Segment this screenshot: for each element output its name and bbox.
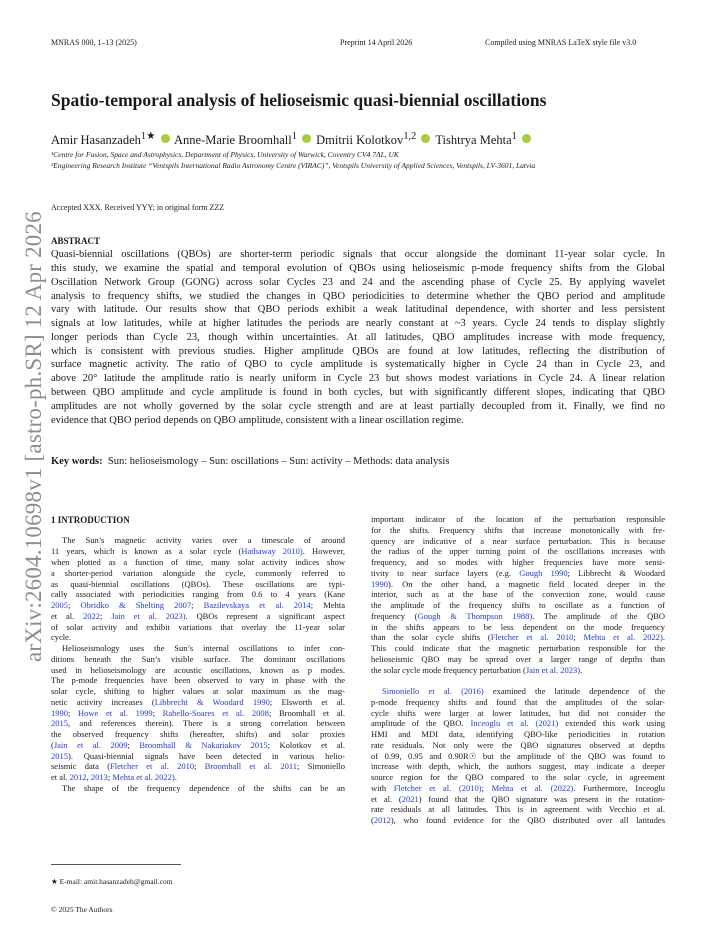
accepted-note: Accepted XXX. Received YYY; in original form ZZZ (51, 203, 225, 212)
body-text-line: 1990; Howe et al. 1999; Rabello-Soares et al. 2008; Broomhall et al. (51, 708, 345, 718)
section-heading-introduction: 1 INTRODUCTION (51, 515, 130, 525)
body-text-line: interior, such as at the base of the convection zone, would cause (371, 589, 665, 599)
body-text-line: 11 years, which is known as a solar cycle (Hathaway 2010). However, (51, 546, 345, 556)
abstract-line: vary with latitude. Our results show that QBO periods exhibit a weak latitudinal dependence, with shorter and less persistent (51, 304, 665, 315)
affiliation-1: ¹Centre for Fusion, Space and Astrophysics, Department of Physics, University of Warwick, Coventry CV4 7AL, UK (51, 150, 399, 159)
body-text-line: seismic data (Fletcher et al. 2010; Broomhall et al. 2011; Simoniello (51, 761, 345, 771)
abstract-line: Quasi-biennial oscillations (QBOs) are shorter-term periodic signals that occur alongside the dominant 11-year solar cycle. In (51, 249, 665, 260)
body-text-line: quency are indicative of a near surface perturbation. This is because (371, 536, 665, 546)
body-text-line: 2005; Obridko & Shelting 2007; Bazilevskaya et al. 2014; Mehta (51, 600, 345, 610)
body-text-line: The p-mode frequencies have been observed to vary in phase with the (51, 675, 345, 685)
abstract-line: signals at low latitudes, while at higher latitudes the periods are nearly constant at ~3 years. Cycle 24 tends to display slightly (51, 318, 665, 329)
abstract-line: analysis to frequency shifts, we studied the changes in QBO periodicities to determine whether the QBO period and amplitude (51, 291, 665, 302)
author-name: Tishtrya Mehta (435, 133, 512, 148)
body-text-line: 2015). Quasi-biennial signals have been detected in various helio- (51, 751, 345, 761)
body-text-line: cycle. (51, 632, 72, 642)
body-text-line: increase with depth, which, the authors suggest, may indicate a deeper (371, 761, 665, 771)
orcid-icon[interactable] (421, 134, 430, 143)
body-text-line: et al. 2012, 2013; Mehta et al. 2022). (51, 772, 177, 782)
body-text-line: frequency, and so modes with higher frequencies have more sensi- (371, 557, 665, 567)
author-affiliation-mark: 1,2 (403, 131, 417, 142)
author-name: Anne-Marie Broomhall (174, 133, 292, 148)
body-text-line: a shorter-period variation alongside the cycle, commonly referred to (51, 568, 345, 578)
body-text-line: HMI and MDI data, identifying QBO-like periodicities in rotation (371, 729, 665, 739)
footnote-divider (51, 864, 181, 865)
body-text-line: netic activity increases (Libbrecht & Woodard 1990; Elsworth et al. (51, 697, 345, 707)
author-affiliation-mark: 1 (511, 131, 517, 142)
body-text-line: rate residuals at all latitudes. This is in agreement with Vecchio et al. (371, 804, 665, 814)
copyright-notice: © 2025 The Authors (51, 905, 113, 914)
body-text-line: (Jain et al. 2009; Broomhall & Nakariakov 2015; Kolotkov et al. (51, 740, 345, 750)
body-text-line: The Sun’s magnetic activity varies over a timescale of around (62, 535, 345, 545)
author-name: Amir Hasanzadeh (51, 133, 141, 148)
body-text-line: rate residuals. Not only were the QBO signatures observed at depths (371, 740, 665, 750)
body-text-line: the solar cycle mode frequency perturbation (Jain et al. 2023). (371, 665, 583, 675)
abstract-line: which is consistent with previous studies. Higher amplitude QBOs are found at low latitudes, reflecting the distribution of (51, 346, 665, 357)
body-text-line: for the shifts. Frequency shifts that increase monotonically with fre- (371, 525, 665, 535)
body-text-line: with Fletcher et al. (2010); Mehta et al. (2022). Furthermore, Inceoglu (371, 783, 665, 793)
body-text-line: as quasi-biennial oscillations (QBOs). These oscillations are typi- (51, 579, 345, 589)
body-text-line: source region for the QBO compared to the solar cycle, in agreement (371, 772, 665, 782)
body-text-line: the observed frequency shifts (hereafter, shifts) and solar proxies (51, 729, 345, 739)
running-header-style-note: Compiled using MNRAS LaTeX style file v3.0 (485, 38, 637, 47)
body-text-line: than the solar cycle shifts (Fletcher et al. 2010; Mehta et al. 2022). (371, 632, 665, 642)
body-text-line: p-mode frequency shifts and found that the amplitudes of the solar- (371, 697, 665, 707)
orcid-icon[interactable] (302, 134, 311, 143)
abstract-line: Oscillation Network Group (GONG) across solar Cycles 23 and 24 and the ascending phase of Cycle 25. By applying wavelet (51, 277, 665, 288)
body-text-line: frequency (Gough & Thompson 1988). The amplitude of the QBO (371, 611, 665, 621)
body-text-line: (2012), who found evidence for the QBO distributed over all latitudes (371, 815, 665, 825)
body-text-line: ditions beneath the Sun’s visible surface. The dominant oscillations (51, 654, 345, 664)
keywords-list: Sun: helioseismology – Sun: oscillations – Sun: activity – Methods: data analysis (107, 456, 450, 467)
body-text-line: used in helioseismology are acoustic oscillations, known as p modes. (51, 665, 345, 675)
body-text-line: the amplitude of the frequency shifts to oscillate as a function of (371, 600, 665, 610)
body-text-line: the radius of the upper turning point of the oscillations increases with (371, 546, 665, 556)
abstract-line: this study, we examine the spatial and temporal evolution of QBOs using helioseismic p-mode frequency shifts from the Global (51, 263, 665, 274)
footnote-email: ★ E-mail: amir.hasanzadeh@gmail.com (51, 877, 173, 886)
body-text-line: et al. 2022; Jain et al. 2023). QBOs represent a significant aspect (51, 611, 345, 621)
body-text-line: cally associated with periodicities ranging from 0.6 to 4 years (Kane (51, 589, 345, 599)
abstract-line: above 20° latitude the amplitude ratio is nearly uniform in Cycle 23 but shows modest variations in Cycle 24. A linear relation (51, 373, 665, 384)
body-text-line: This could indicate that the magnetic perturbation responsible for the (371, 643, 665, 653)
body-text-line: important indicator of the location of the perturbation responsible (371, 514, 665, 524)
body-text-line: in the shifts appears to be less dependent on the mode frequency (371, 622, 665, 632)
author-name: Dmitrii Kolotkov (316, 133, 404, 148)
abstract-heading: ABSTRACT (51, 236, 101, 246)
body-text-line: 1990). On the other hand, a magnetic field located deeper in the (371, 579, 665, 589)
author-affiliation-mark: 1 (291, 131, 297, 142)
arxiv-identifier-stamp: arXiv:2604.10698v1 [astro-ph.SR] 12 Apr 2026 (21, 211, 46, 662)
body-text-line: of solar activity and exhibit variations that overlay the 11-year solar (51, 622, 345, 632)
body-text-line: cycle shifts were larger at lower latitudes, but did not consider the (371, 708, 665, 718)
affiliation-2: ²Engineering Research Institute “Ventspils International Radio Astronomy Centre (VIRAC)”, Ventspils University of Applied Sciences, Ventspils, LV-3601, Latvia (51, 161, 536, 170)
keywords (51, 456, 449, 467)
author-affiliation-mark: 1★ (140, 131, 156, 142)
paper-title: Spatio-temporal analysis of helioseismic quasi-biennial oscillations (51, 90, 547, 110)
body-text-line: helioseismic QBO may be spread over a larger range of depths than (371, 654, 665, 664)
body-text-line: of 0.99, 0.95 and 0.90R☉ but the amplitude of the QBO was found to (371, 751, 665, 761)
body-text-line: tivity to near surface layers (e.g. Gough 1990; Libbrecht & Woodard (371, 568, 665, 578)
body-text-line: when plotted as a function of time, many solar activity indices show (51, 557, 345, 567)
body-text-line: et al. (2021) found that the QBO signature was present in the rotation- (371, 794, 665, 804)
abstract-line: evidence that QBO period depends on QBO amplitude, consistent with a linear oscillation regime. (51, 415, 464, 426)
body-text-line: Simoniello et al. (2016) examined the latitude dependence of the (382, 686, 665, 696)
body-text-line: The shape of the frequency dependence of the shifts can be an (62, 783, 345, 793)
orcid-icon[interactable] (161, 134, 170, 143)
orcid-icon[interactable] (522, 134, 531, 143)
body-text-line: amplitude of the QBO. Inceoglu et al. (2021) extended this work using (371, 718, 665, 728)
body-text-line: Helioseismology uses the Sun’s internal oscillations to infer con- (62, 643, 345, 653)
author-list (51, 130, 533, 148)
abstract-line: between QBO amplitude and cycle amplitude is found in both cycles, but with significantly different slopes, indicating that QBO (51, 387, 665, 398)
abstract-line: longer periods than Cycle 23, though within uncertainties. At all latitudes, QBO amplitudes increase with mode frequency, (51, 332, 665, 343)
body-text-line: solar cycle, shifting to higher values at solar maximum as the mag- (51, 686, 345, 696)
running-header-preprint-date: Preprint 14 April 2026 (340, 38, 413, 47)
abstract-line: surface magnetic activity. The ratio of QBO to cycle amplitude is systematically higher in Cycle 24 than in Cycle 23, and (51, 359, 665, 370)
running-header-journal: MNRAS 000, 1–13 (2025) (51, 38, 137, 47)
body-text-line: 2015, and references therein). There is a strong correlation between (51, 718, 345, 728)
keywords-label: Key words: (51, 456, 103, 467)
abstract-line: amplitudes are not wholly governed by the solar cycle strength and are at least partially decoupled from it. Finally, we find no (51, 401, 665, 412)
